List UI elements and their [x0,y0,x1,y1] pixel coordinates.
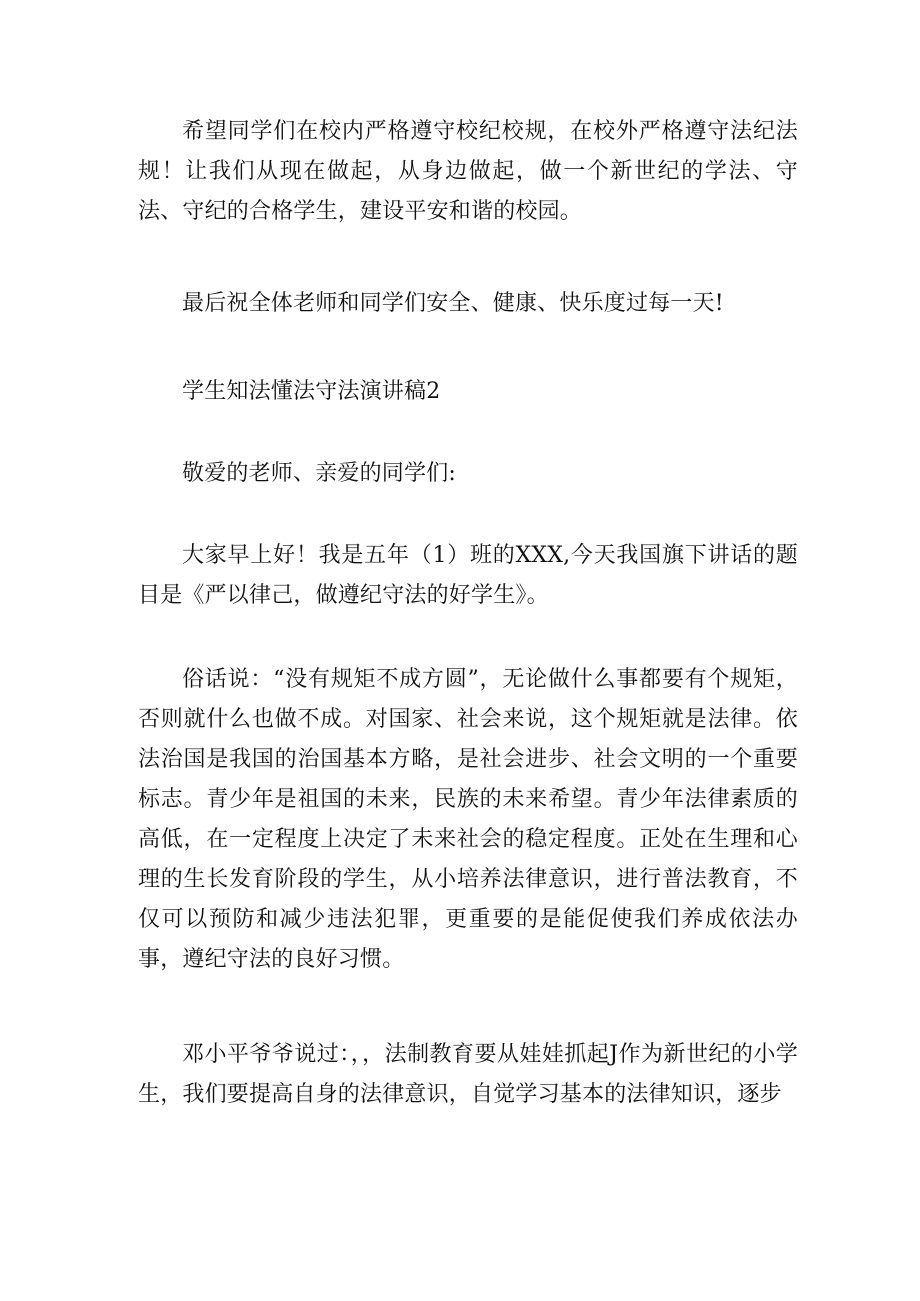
paragraph-greeting: 大家早上好！我是五年（1）班的XXX,今天我国旗下讲话的题目是《严以律己，做遵纪守法的好学生》。 [138,543,798,608]
paragraph-quote: 邓小平爷爷说过：，，法制教育要从娃娃抓起J作为新世纪的小学生，我们要提高自身的法律意识，自觉学习基本的法律知识，逐步 [138,1042,798,1107]
section-title: 学生知法懂法守法演讲稿2 [182,379,441,404]
paragraph-proverb: 俗话说：“没有规矩不成方圆”，无论做什么事都要有个规矩，否则就什么也做不成。对国家、社会来说，这个规矩就是法律。依法治国是我国的治国基本方略，是社会进步、社会文明的一个重要标志。青少年是祖国的未来，民族的未来希望。青少年法律素质的高低，在一定程度上决定了未来社会的稳定程度。正处在生理和心理的生长发育阶段的学生，从小培养法律意识，进行普法教育，不仅可以预防和减少违法犯罪，更重要的是能促使我们养成依法办事，遵纪守法的良好习惯。 [138,667,798,972]
paragraph-closing-hope: 希望同学们在校内严格遵守校纪校规，在校外严格遵守法纪法规！让我们从现在做起，从身边做起，做一个新世纪的学法、守法、守纪的合格学生，建设平安和谐的校园。 [138,119,798,224]
salutation: 敬爱的老师、亲爱的同学们: [182,461,457,486]
paragraph-closing-wish: 最后祝全体老师和同学们安全、健康、快乐度过每一天! [182,291,724,316]
